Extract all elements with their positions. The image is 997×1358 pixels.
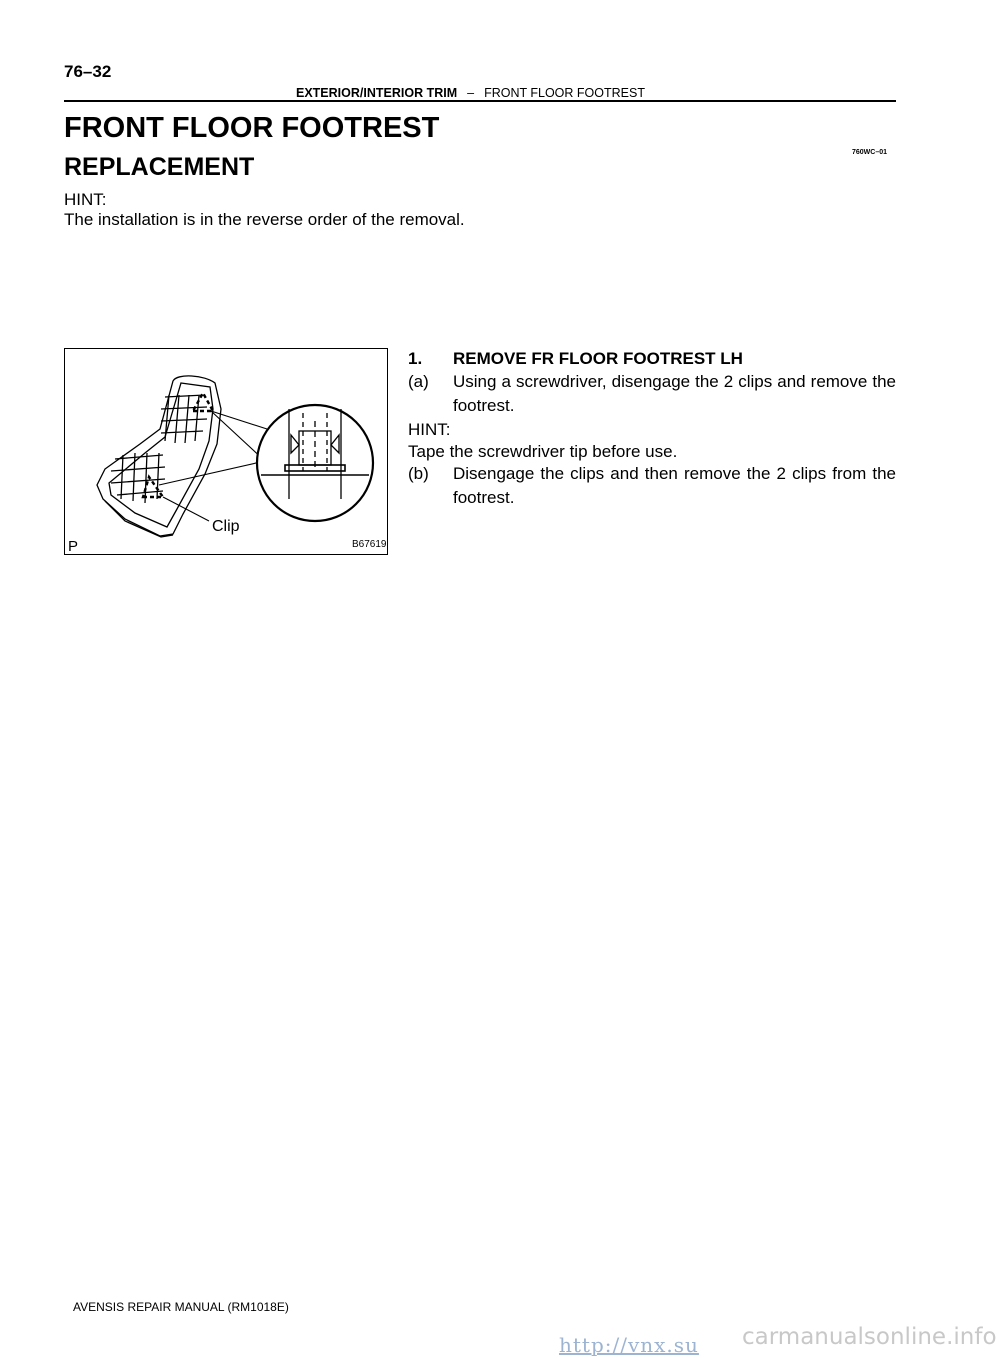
header-topic: FRONT FLOOR FOOTREST <box>484 86 645 100</box>
header-rule <box>64 100 896 102</box>
substep-a-text: Using a screwdriver, disengage the 2 clips and remove the footrest. <box>453 372 896 415</box>
step-1-number: 1. <box>408 349 423 368</box>
step-1-text: REMOVE FR FLOOR FOOTREST LH <box>453 349 743 368</box>
step-hint-label: HINT: <box>408 420 451 439</box>
figure-code: B67619 <box>352 539 387 550</box>
page-number: 76–32 <box>64 62 112 81</box>
hint-label: HINT: <box>64 190 107 209</box>
header-section: EXTERIOR/INTERIOR TRIM <box>296 86 458 100</box>
intro-text: The installation is in the reverse order of the removal. <box>64 210 465 229</box>
section-subtitle: REPLACEMENT <box>64 153 255 181</box>
substep-b <box>408 462 896 510</box>
footer-manual-name: AVENSIS REPAIR MANUAL (RM1018E) <box>73 1300 289 1314</box>
step-1-heading <box>408 347 743 371</box>
substep-b-label: (b) <box>408 464 429 483</box>
running-header <box>296 86 645 100</box>
clip-callout-label: Clip <box>212 518 240 535</box>
document-code: 760WC–01 <box>852 149 888 156</box>
page-title: FRONT FLOOR FOOTREST <box>64 112 440 144</box>
substep-a-label: (a) <box>408 372 429 391</box>
watermark-site: carmanualsonline.info <box>742 1324 997 1350</box>
substep-a <box>408 370 896 418</box>
step-hint-text: Tape the screwdriver tip before use. <box>408 442 678 461</box>
header-separator: – <box>467 86 475 100</box>
watermark-url: http://vnx.su <box>559 1333 699 1357</box>
figure-corner-mark: P <box>68 538 79 555</box>
substep-b-text: Disengage the clips and then remove the 2 clips from the footrest. <box>453 464 896 507</box>
